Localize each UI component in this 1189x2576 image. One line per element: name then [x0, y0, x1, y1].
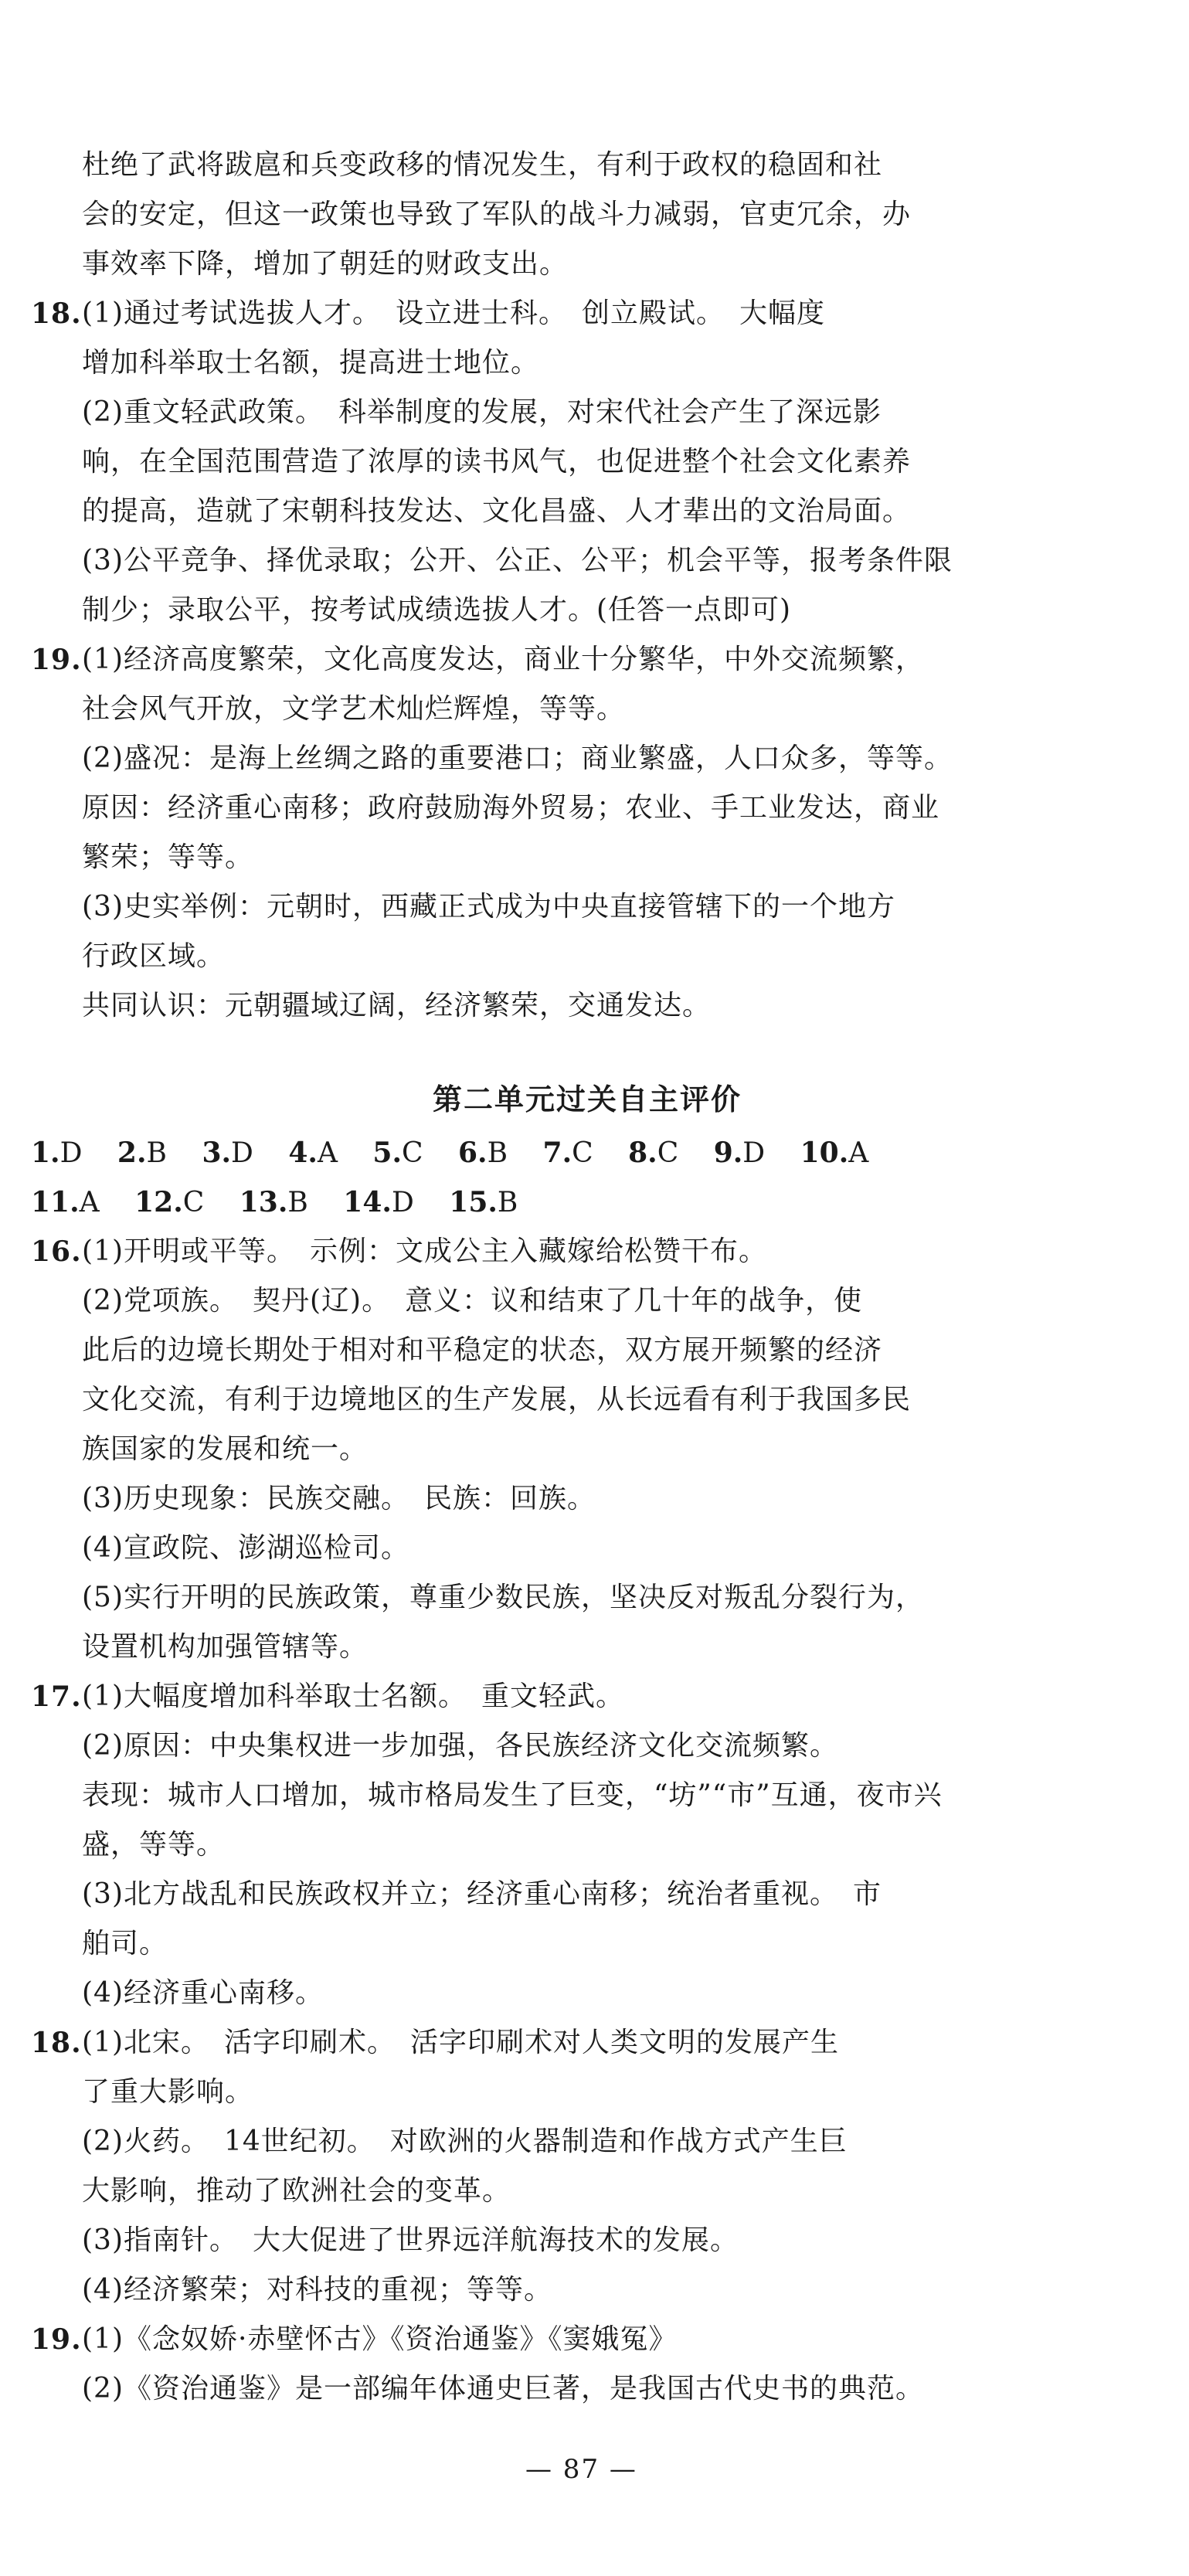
question-number-18: 18. [31, 297, 82, 330]
question-number-18: 18. [31, 2027, 82, 2059]
answer-line: (2)原因：中央集权进一步加强，各民族经济文化交流频繁。 [82, 1730, 838, 1762]
answer-line: (3)史实举例：元朝时，西藏正式成为中央直接管辖下的一个地方 [82, 891, 895, 923]
answer-line: 共同认识：元朝疆域辽阔，经济繁荣，交通发达。 [82, 990, 712, 1021]
answer-line: (5)实行开明的民族政策，尊重少数民族，坚决反对叛乱分裂行为， [82, 1582, 924, 1613]
answer-line: 社会风气开放，文学艺术灿烂辉煌，等等。 [82, 693, 626, 725]
section-title: 第二单元过关自主评价 [433, 1082, 742, 1116]
answer-line: 了重大影响。 [82, 2076, 254, 2108]
answer-line: 表现：城市人口增加，城市格局发生了巨变，“坊”“市”互通，夜市兴 [82, 1779, 943, 1811]
answer-line: (1)北宋。 活字印刷术。 活字印刷术对人类文明的发展产生 [82, 2027, 839, 2058]
answer-line: (2)火药。 14世纪初。 对欧洲的火器制造和作战方式产生巨 [82, 2126, 848, 2157]
answer-line: (2)重文轻武政策。 科举制度的发展，对宋代社会产生了深远影 [82, 396, 882, 428]
answer-line: (4)经济重心南移。 [82, 1977, 324, 2009]
choice-answers-row-2 [31, 1185, 544, 1220]
answer-line: (4)宣政院、澎湖巡检司。 [82, 1532, 409, 1564]
choice-answer: 4.A [288, 1137, 338, 1169]
answer-line: 的提高，造就了宋朝科技发达、文化昌盛、人才辈出的文治局面。 [82, 495, 912, 527]
answer-line: 行政区域。 [82, 940, 226, 972]
choice-answer: 13.B [239, 1186, 308, 1218]
choice-answer: 3.D [202, 1137, 253, 1169]
answer-line: 制少；录取公平，按考试成绩选拔人才。(任答一点即可) [82, 594, 792, 626]
page-number: — 87 — [525, 2454, 637, 2485]
question-number-16: 16. [31, 1235, 82, 1268]
choice-answer: 10.A [800, 1137, 869, 1169]
answer-line: 原因：经济重心南移；政府鼓励海外贸易；农业、手工业发达，商业 [82, 792, 940, 824]
answer-line: 族国家的发展和统一。 [82, 1433, 369, 1465]
answer-line: (2)盛况：是海上丝绸之路的重要港口；商业繁盛，人口众多，等等。 [82, 743, 953, 774]
answer-line: 文化交流，有利于边境地区的生产发展，从长远看有利于我国多民 [82, 1384, 912, 1415]
answer-line: 舶司。 [82, 1928, 168, 1959]
answer-line: (1)大幅度增加科举取士名额。 重文轻武。 [82, 1681, 624, 1712]
choice-answer: 14.D [343, 1186, 414, 1218]
answer-line: (3)公平竞争、择优录取；公开、公正、公平；机会平等，报考条件限 [82, 545, 953, 576]
answer-line: (4)经济繁荣；对科技的重视；等等。 [82, 2274, 552, 2306]
choice-answer: 5.C [372, 1137, 423, 1169]
answer-line: (1)经济高度繁荣，文化高度发达，商业十分繁华，中外交流频繁， [82, 644, 924, 675]
choice-answer: 12.C [134, 1186, 205, 1218]
question-number-17: 17. [31, 1681, 82, 1713]
choice-answers-row-1 [31, 1136, 895, 1171]
answer-line: (3)北方战乱和民族政权并立；经济重心南移；统治者重视。 市 [82, 1878, 882, 1910]
answer-line: 增加科举取士名额，提高进士地位。 [82, 347, 540, 379]
choice-answer: 9.D [713, 1137, 766, 1169]
answer-line: (1)《念奴娇·赤壁怀古》《资治通鉴》《窦娥冤》 [82, 2323, 678, 2355]
choice-answer: 7.C [542, 1137, 593, 1169]
answer-line: 设置机构加强管辖等。 [82, 1631, 369, 1663]
question-number-19: 19. [31, 644, 82, 676]
choice-answer: 8.C [628, 1137, 679, 1169]
answer-line: (2)党项族。 契丹(辽)。 意义：议和结束了几十年的战争，使 [82, 1285, 863, 1317]
paragraph-line: 事效率下降，增加了朝廷的财政支出。 [82, 248, 569, 280]
answer-line: 繁荣；等等。 [82, 841, 254, 873]
answer-line: 盛，等等。 [82, 1829, 226, 1861]
answer-line: (3)历史现象：民族交融。 民族：回族。 [82, 1483, 596, 1514]
answer-line: 响，在全国范围营造了浓厚的读书风气，也促进整个社会文化素养 [82, 446, 912, 477]
choice-answer: 6.B [458, 1137, 508, 1169]
answer-line: (1)通过考试选拔人才。 设立进士科。 创立殿试。 大幅度 [82, 297, 825, 329]
choice-answer: 15.B [449, 1186, 518, 1218]
choice-answer: 1.D [31, 1137, 83, 1169]
choice-answer: 2.B [117, 1137, 167, 1169]
choice-answer: 11.A [31, 1186, 100, 1218]
answer-line: 此后的边境长期处于相对和平稳定的状态，双方展开频繁的经济 [82, 1334, 883, 1366]
paragraph-line: 杜绝了武将跋扈和兵变政移的情况发生，有利于政权的稳固和社 [82, 149, 883, 181]
answer-line: (1)开明或平等。 示例：文成公主入藏嫁给松赞干布。 [82, 1235, 767, 1267]
paragraph-line: 会的安定，但这一政策也导致了军队的战斗力减弱，官吏冗余，办 [82, 199, 912, 230]
answer-line: (3)指南针。 大大促进了世界远洋航海技术的发展。 [82, 2224, 739, 2256]
question-number-19: 19. [31, 2323, 82, 2356]
answer-line: (2)《资治通鉴》是一部编年体通史巨著，是我国古代史书的典范。 [82, 2373, 924, 2404]
answer-line: 大影响，推动了欧洲社会的变革。 [82, 2175, 511, 2207]
